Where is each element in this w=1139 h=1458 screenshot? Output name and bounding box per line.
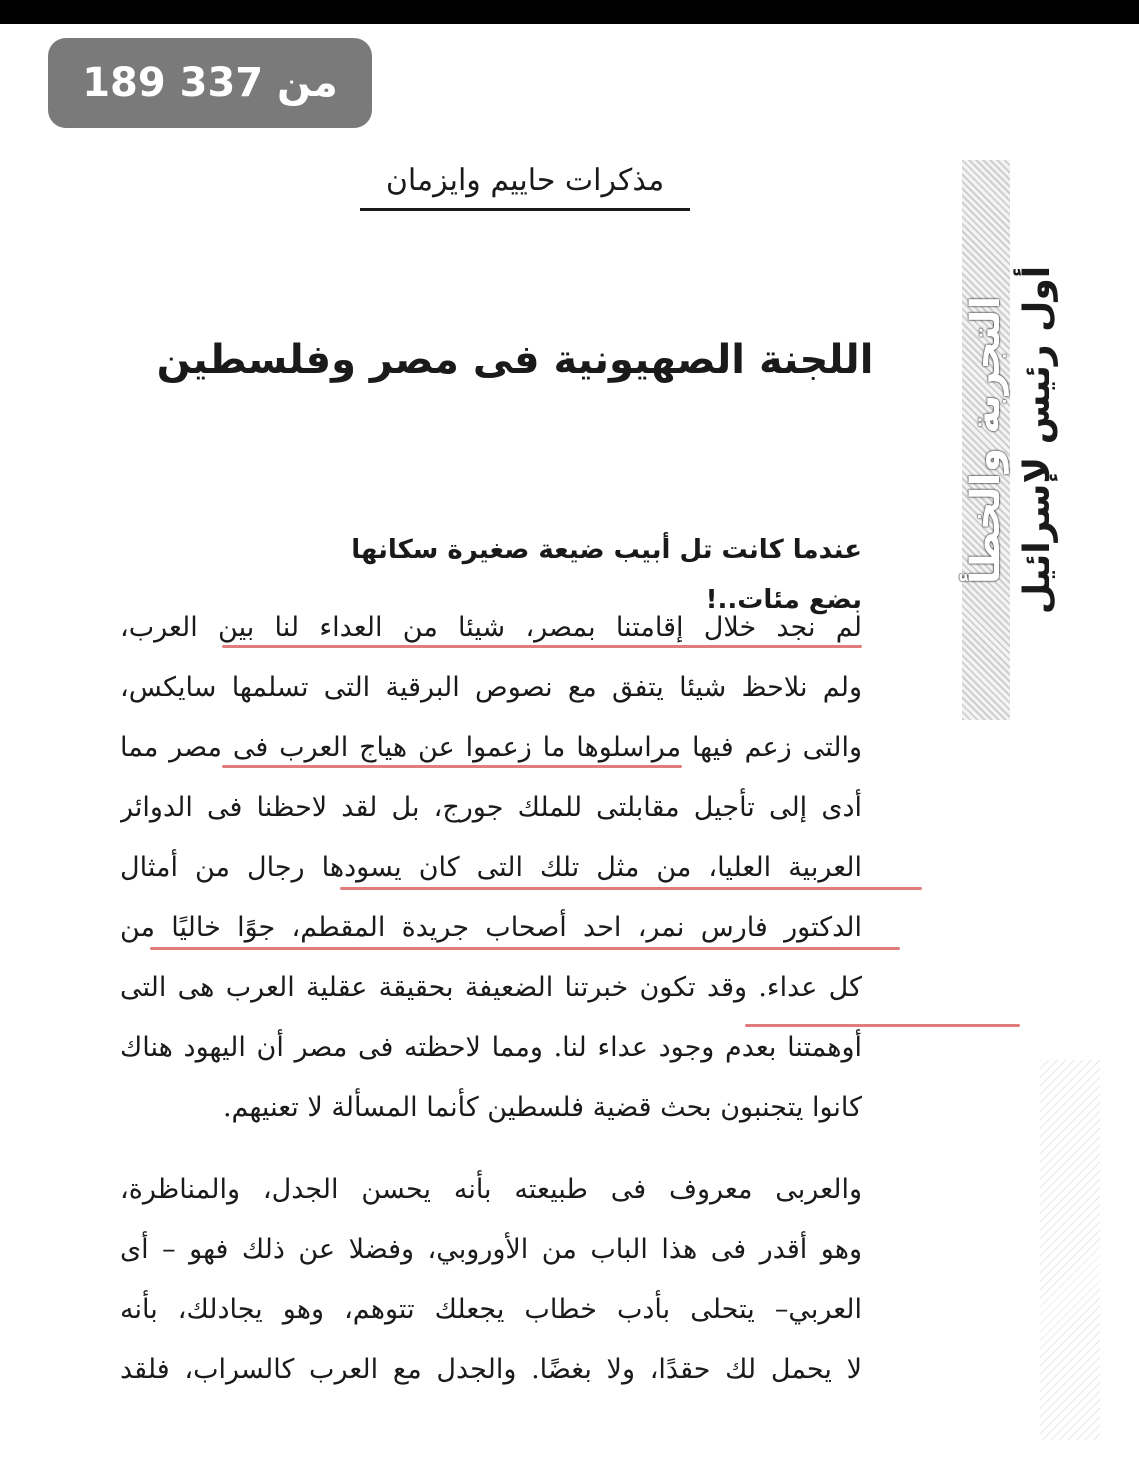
- side-title-line-2: أول رئيس لإسرائيل: [1017, 265, 1058, 615]
- page-indicator: 189 من 337: [48, 38, 372, 128]
- text-line: العربي– يتحلى بأدب خطاب يجعلك تتوهم، وهو يجادلك، بأنه: [120, 1294, 862, 1325]
- text-line: العربية العليا، من مثل تلك التى كان يسودها رجال من أمثال: [120, 852, 862, 883]
- highlight-underline: [222, 765, 682, 768]
- side-title: [960, 160, 1070, 720]
- text-line: والتى زعم فيها مراسلوها ما زعموا عن هياج العرب فى مصر مما: [120, 732, 862, 763]
- highlight-underline: [745, 1024, 1020, 1027]
- section-subtitle: عندما كانت تل أبيب ضيعة صغيرة سكانها بضع مئات..!: [351, 535, 862, 615]
- text-line: ولم نلاحظ شيئا يتفق مع نصوص البرقية التى تسلمها سايكس،: [120, 672, 862, 703]
- chapter-title: اللجنة الصهيونية فى مصر وفلسطين: [156, 337, 874, 383]
- text-line: لا يحمل لك حقدًا، ولا بغضًا. والجدل مع العرب كالسراب، فلقد: [120, 1354, 862, 1385]
- text-line: والعربى معروف فى طبيعته بأنه يحسن الجدل، والمناظرة،: [120, 1174, 862, 1205]
- highlight-underline: [222, 645, 862, 648]
- text-line: الدكتور فارس نمر، احد أصحاب جريدة المقطم، جوًا خاليًا من: [120, 912, 862, 943]
- text-line: أدى إلى تأجيل مقابلتى للملك جورج، بل لقد لاحظنا فى الدوائر: [120, 792, 862, 823]
- side-title-line-1: التجربة والخطأ: [963, 295, 1009, 585]
- side-noise-strip-lower: [1040, 1060, 1100, 1440]
- text-line: أوهمتنا بعدم وجود عداء لنا. ومما لاحظته فى مصر أن اليهود هناك: [120, 1032, 862, 1063]
- text-line: كانوا يتجنبون بحث قضية فلسطين كأنما المسألة لا تعنيهم.: [222, 1092, 862, 1123]
- status-bar: [0, 0, 1139, 24]
- text-line: لم نجد خلال إقامتنا بمصر، شيئا من العداء لنا بين العرب،: [120, 612, 862, 643]
- running-header: مذكرات حاييم وايزمان: [360, 158, 690, 211]
- highlight-underline: [150, 947, 900, 950]
- text-line: وهو أقدر فى هذا الباب من الأوروبي، وفضلا عن ذلك فهو – أى: [120, 1234, 862, 1265]
- text-line: كل عداء. وقد تكون خبرتنا الضعيفة بحقيقة عقلية العرب هى التى: [120, 972, 862, 1003]
- highlight-underline: [340, 887, 922, 890]
